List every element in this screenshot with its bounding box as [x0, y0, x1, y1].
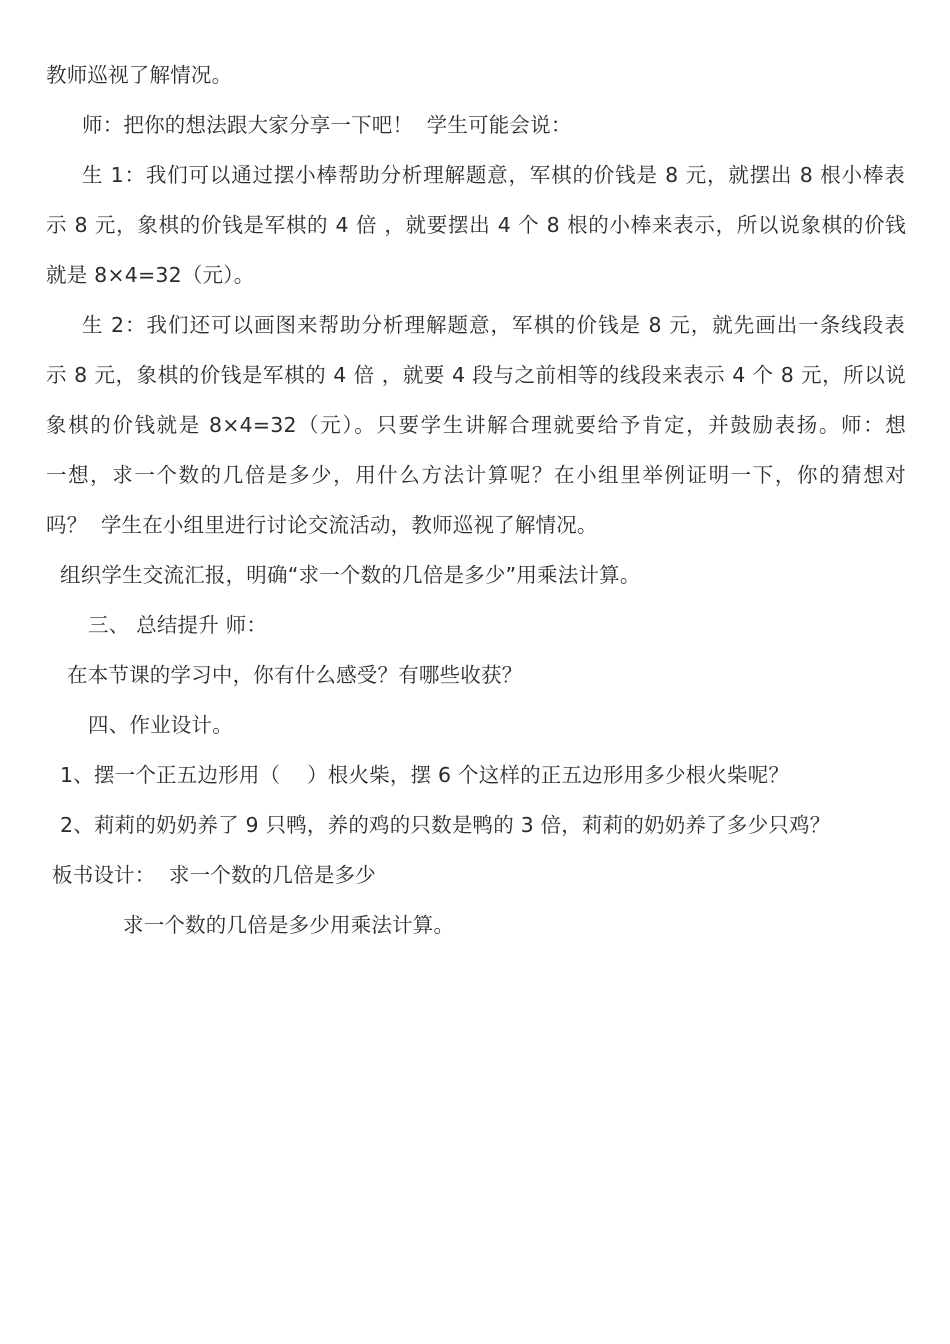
section-four-heading: 四、作业设计。: [88, 713, 233, 737]
student1-line-3: 就是 8×4=32（元）。: [46, 263, 255, 287]
section-three-heading: 三、 总结提升 师：: [88, 613, 268, 637]
homework-item-2: 2、莉莉的奶奶养了 9 只鸭，养的鸡的只数是鸭的 3 倍，莉莉的奶奶养了多少只鸡？: [60, 813, 831, 837]
summary-report-line: 组织学生交流汇报，明确“求一个数的几倍是多少”用乘法计算。: [60, 563, 641, 587]
student2-line-5: 吗？ 学生在小组里进行讨论交流活动，教师巡视了解情况。: [46, 513, 598, 537]
student1-line-2: 示 8 元，象棋的价钱是军棋的 4 倍 ，就要摆出 4 个 8 根的小棒来表示，所以说象棋的价钱: [46, 213, 906, 237]
board-design-content: 求一个数的几倍是多少用乘法计算。: [123, 913, 455, 937]
reflection-question: 在本节课的学习中，你有什么感受？有哪些收获？: [67, 663, 523, 687]
board-design-heading: 板书设计： 求一个数的几倍是多少: [52, 863, 376, 887]
student2-line-1: 生 2：我们还可以画图来帮助分析理解题意，军棋的价钱是 8 元，就先画出一条线段表: [82, 313, 905, 337]
student2-line-2: 示 8 元，象棋的价钱是军棋的 4 倍 ，就要 4 段与之前相等的线段来表示 4 个 8 元，所以说: [46, 363, 906, 387]
homework-item-1: 1、摆一个正五边形用（ ）根火柴，摆 6 个这样的正五边形用多少根火柴呢？: [60, 763, 790, 787]
student1-line-1: 生 1：我们可以通过摆小棒帮助分析理解题意，军棋的价钱是 8 元，就摆出 8 根小棒表: [82, 163, 905, 187]
student2-line-3: 象棋的价钱就是 8×4=32（元）。只要学生讲解合理就要给予肯定，并鼓励表扬。师：想: [46, 413, 906, 437]
student2-line-4: 一想，求一个数的几倍是多少，用什么方法计算呢？在小组里举例证明一下，你的猜想对: [46, 463, 906, 487]
teacher-prompt-line: 师：把你的想法跟大家分享一下吧！ 学生可能会说：: [82, 113, 572, 137]
paragraph-line-1: 教师巡视了解情况。: [46, 63, 233, 87]
